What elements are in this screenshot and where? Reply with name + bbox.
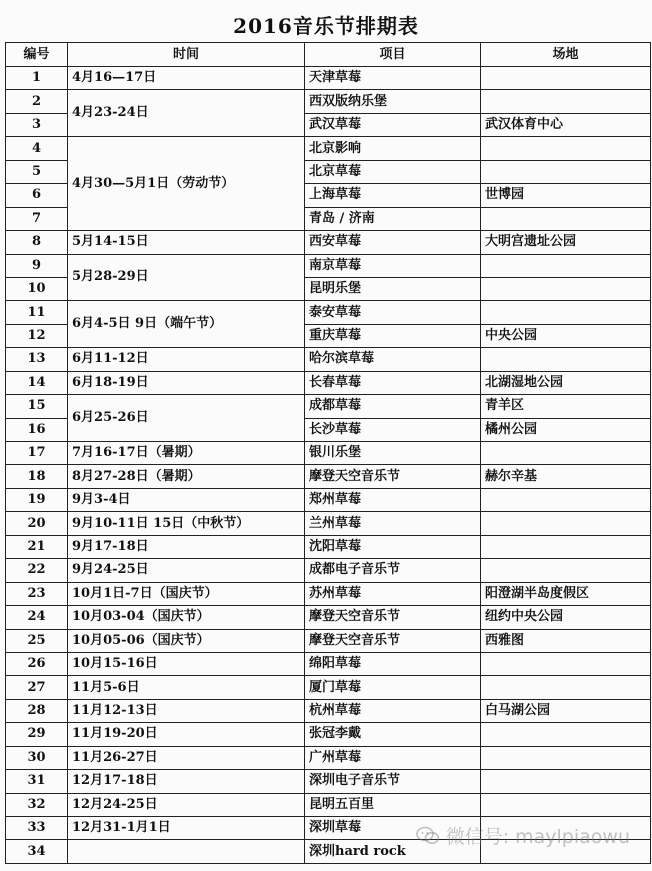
cell-venue — [481, 160, 651, 183]
cell-project: 上海草莓 — [305, 184, 481, 207]
table-row — [6, 488, 651, 511]
cell-id: 12 — [6, 324, 68, 347]
cell-id: 32 — [6, 793, 68, 816]
cell-project: 成都草莓 — [305, 395, 481, 418]
cell-venue: 白马湖公园 — [481, 699, 651, 722]
cell-time: 9月24-25日 — [68, 559, 305, 582]
header-time: 时间 — [68, 43, 305, 67]
cell-id: 29 — [6, 723, 68, 746]
cell-venue — [481, 512, 651, 535]
table-row — [6, 582, 651, 605]
cell-id: 5 — [6, 160, 68, 183]
cell-id: 13 — [6, 348, 68, 371]
cell-time: 6月4-5日 9日（端午节） — [68, 301, 305, 348]
cell-id: 11 — [6, 301, 68, 324]
cell-time — [68, 840, 305, 863]
cell-time: 6月18-19日 — [68, 371, 305, 394]
cell-time: 9月3-4日 — [68, 488, 305, 511]
cell-project: 昆明五百里 — [305, 793, 481, 816]
cell-time: 7月16-17日（暑期） — [68, 442, 305, 465]
cell-project: 广州草莓 — [305, 746, 481, 769]
cell-venue: 橘州公园 — [481, 418, 651, 441]
cell-time: 9月17-18日 — [68, 535, 305, 558]
cell-id: 19 — [6, 488, 68, 511]
cell-id: 25 — [6, 629, 68, 652]
cell-venue: 北湖湿地公园 — [481, 371, 651, 394]
cell-id: 22 — [6, 559, 68, 582]
cell-time: 10月03-04（国庆节） — [68, 606, 305, 629]
table-row — [6, 840, 651, 863]
cell-project: 厦门草莓 — [305, 676, 481, 699]
cell-time: 9月10-11日 15日（中秋节） — [68, 512, 305, 535]
cell-id: 15 — [6, 395, 68, 418]
cell-time: 4月16—17日 — [68, 67, 305, 90]
cell-project: 泰安草莓 — [305, 301, 481, 324]
cell-project: 沈阳草莓 — [305, 535, 481, 558]
cell-venue — [481, 67, 651, 90]
header-row — [6, 43, 651, 67]
cell-time: 11月19-20日 — [68, 723, 305, 746]
cell-time: 11月12-13日 — [68, 699, 305, 722]
cell-project: 兰州草莓 — [305, 512, 481, 535]
cell-project: 长沙草莓 — [305, 418, 481, 441]
table-row — [6, 606, 651, 629]
cell-id: 33 — [6, 817, 68, 840]
cell-project: 长春草莓 — [305, 371, 481, 394]
cell-venue — [481, 137, 651, 160]
cell-venue — [481, 840, 651, 863]
cell-venue: 阳澄湖半岛度假区 — [481, 582, 651, 605]
cell-project: 苏州草莓 — [305, 582, 481, 605]
cell-id: 14 — [6, 371, 68, 394]
cell-venue: 纽约中央公园 — [481, 606, 651, 629]
cell-venue — [481, 90, 651, 113]
table-row — [6, 301, 651, 324]
cell-time: 4月23-24日 — [68, 90, 305, 137]
cell-project: 绵阳草莓 — [305, 652, 481, 675]
cell-project: 郑州草莓 — [305, 488, 481, 511]
cell-project: 哈尔滨草莓 — [305, 348, 481, 371]
cell-id: 21 — [6, 535, 68, 558]
table-row — [6, 746, 651, 769]
cell-time: 12月31-1月1日 — [68, 817, 305, 840]
table-row — [6, 723, 651, 746]
cell-project: 南京草莓 — [305, 254, 481, 277]
table-row — [6, 395, 651, 418]
cell-project: 摩登天空音乐节 — [305, 629, 481, 652]
cell-venue: 武汉体育中心 — [481, 113, 651, 136]
cell-time: 10月1日-7日（国庆节） — [68, 582, 305, 605]
table-row — [6, 559, 651, 582]
cell-venue — [481, 348, 651, 371]
cell-id: 18 — [6, 465, 68, 488]
cell-time: 5月28-29日 — [68, 254, 305, 301]
cell-time: 10月05-06（国庆节） — [68, 629, 305, 652]
cell-venue — [481, 793, 651, 816]
cell-project: 深圳电子音乐节 — [305, 770, 481, 793]
cell-project: 武汉草莓 — [305, 113, 481, 136]
cell-id: 6 — [6, 184, 68, 207]
cell-id: 1 — [6, 67, 68, 90]
cell-project: 北京影响 — [305, 137, 481, 160]
table-row — [6, 652, 651, 675]
cell-id: 23 — [6, 582, 68, 605]
cell-project: 昆明乐堡 — [305, 277, 481, 300]
cell-id: 16 — [6, 418, 68, 441]
cell-venue — [481, 488, 651, 511]
cell-id: 24 — [6, 606, 68, 629]
cell-venue — [481, 442, 651, 465]
cell-time: 12月24-25日 — [68, 793, 305, 816]
cell-venue: 赫尔辛基 — [481, 465, 651, 488]
table-row — [6, 137, 651, 160]
cell-project: 青岛 / 济南 — [305, 207, 481, 230]
cell-venue: 大明宫遗址公园 — [481, 231, 651, 254]
table-row — [6, 629, 651, 652]
table-row — [6, 465, 651, 488]
cell-id: 31 — [6, 770, 68, 793]
cell-project: 杭州草莓 — [305, 699, 481, 722]
header-id: 编号 — [6, 43, 68, 67]
table-row — [6, 442, 651, 465]
cell-project: 深圳hard rock — [305, 840, 481, 863]
cell-id: 27 — [6, 676, 68, 699]
cell-id: 3 — [6, 113, 68, 136]
table-row — [6, 371, 651, 394]
cell-project: 西双版纳乐堡 — [305, 90, 481, 113]
table-row — [6, 90, 651, 113]
cell-venue — [481, 559, 651, 582]
table-row — [6, 512, 651, 535]
cell-time: 10月15-16日 — [68, 652, 305, 675]
cell-venue: 青羊区 — [481, 395, 651, 418]
cell-id: 2 — [6, 90, 68, 113]
cell-time: 5月14-15日 — [68, 231, 305, 254]
schedule-body — [6, 67, 651, 864]
cell-project: 摩登天空音乐节 — [305, 606, 481, 629]
cell-venue — [481, 207, 651, 230]
cell-project: 西安草莓 — [305, 231, 481, 254]
cell-venue — [481, 746, 651, 769]
cell-project: 深圳草莓 — [305, 817, 481, 840]
cell-project: 张冠李戴 — [305, 723, 481, 746]
cell-venue: 世博园 — [481, 184, 651, 207]
cell-id: 9 — [6, 254, 68, 277]
cell-time: 11月26-27日 — [68, 746, 305, 769]
cell-time: 6月11-12日 — [68, 348, 305, 371]
cell-project: 天津草莓 — [305, 67, 481, 90]
table-row — [6, 770, 651, 793]
cell-id: 26 — [6, 652, 68, 675]
cell-project: 重庆草莓 — [305, 324, 481, 347]
table-row — [6, 817, 651, 840]
cell-id: 17 — [6, 442, 68, 465]
cell-time: 11月5-6日 — [68, 676, 305, 699]
cell-id: 8 — [6, 231, 68, 254]
cell-venue — [481, 723, 651, 746]
cell-id: 10 — [6, 277, 68, 300]
table-row — [6, 793, 651, 816]
cell-time: 4月30—5月1日（劳动节） — [68, 137, 305, 231]
cell-project: 成都电子音乐节 — [305, 559, 481, 582]
cell-venue — [481, 535, 651, 558]
table-row — [6, 348, 651, 371]
watermark-text: 微信号: maylpiaowu — [445, 826, 630, 848]
cell-venue: 西雅图 — [481, 629, 651, 652]
cell-id: 28 — [6, 699, 68, 722]
cell-venue — [481, 301, 651, 324]
cell-id: 34 — [6, 840, 68, 863]
table-row — [6, 676, 651, 699]
cell-time: 12月17-18日 — [68, 770, 305, 793]
cell-id: 4 — [6, 137, 68, 160]
header-venue: 场地 — [481, 43, 651, 67]
page-title: 2016音乐节排期表 — [233, 14, 419, 38]
cell-venue: 中央公园 — [481, 324, 651, 347]
table-row — [6, 254, 651, 277]
cell-id: 20 — [6, 512, 68, 535]
cell-project: 摩登天空音乐节 — [305, 465, 481, 488]
table-row — [6, 699, 651, 722]
table-row — [6, 67, 651, 90]
cell-venue — [481, 277, 651, 300]
cell-venue — [481, 254, 651, 277]
cell-time: 8月27-28日（暑期） — [68, 465, 305, 488]
schedule-table — [5, 42, 651, 864]
cell-id: 7 — [6, 207, 68, 230]
cell-venue — [481, 676, 651, 699]
cell-project: 银川乐堡 — [305, 442, 481, 465]
cell-id: 30 — [6, 746, 68, 769]
cell-venue — [481, 770, 651, 793]
table-row — [6, 231, 651, 254]
cell-time: 6月25-26日 — [68, 395, 305, 442]
table-row — [6, 535, 651, 558]
cell-venue — [481, 817, 651, 840]
header-project: 项目 — [305, 43, 481, 67]
cell-project: 北京草莓 — [305, 160, 481, 183]
cell-venue — [481, 652, 651, 675]
